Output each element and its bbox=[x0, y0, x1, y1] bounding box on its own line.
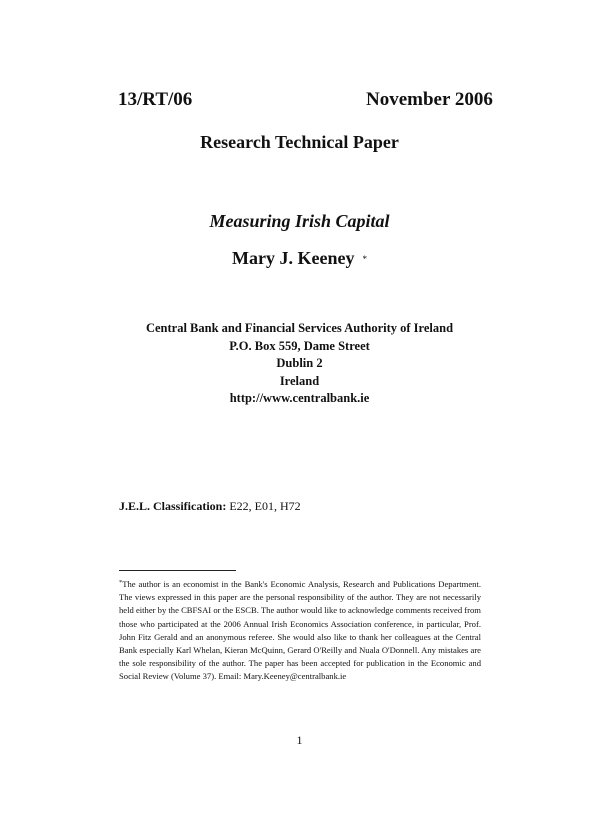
footnote bbox=[119, 576, 481, 684]
jel-label: J.E.L. Classification: bbox=[119, 499, 227, 513]
affiliation-address: P.O. Box 559, Dame Street bbox=[229, 338, 370, 353]
footnote-rule bbox=[119, 570, 236, 571]
jel-classification bbox=[119, 499, 301, 514]
author-line bbox=[0, 248, 599, 269]
affiliation-url[interactable]: http://www.centralbank.ie bbox=[229, 391, 370, 405]
report-number: 13/RT/06 bbox=[118, 89, 193, 110]
affiliation-block bbox=[0, 320, 599, 408]
affiliation-country: Ireland bbox=[279, 373, 320, 388]
author-footnote-mark[interactable]: * bbox=[362, 254, 367, 264]
author-name: Mary J. Keeney bbox=[232, 248, 355, 268]
affiliation-institution: Central Bank and Financial Services Authority of Ireland bbox=[145, 321, 454, 335]
footnote-text: The author is an economist in the Bank's Economic Analysis, Research and Publications Department. The views expressed in this paper are the personal responsibility of the author. They are not necessarily held either by the CBFSAI or the ESCB. The author would like to acknowledge comments received from those who participated at the 2006 Annual Irish Economics Association conference, in particular, Prof. John Fitz Gerald and an anonymous referee. She would also like to thank her colleagues at the Central Bank especially Karl Whelan, Kieran McQuinn, Gerard O'Reilly and Nuala O'Donnell. Any mistakes are the sole responsibility of the author. The paper has been accepted for publication in the Economic and Social Review (Volume 37). Email: Mary.Keeney@centralbank.ie bbox=[119, 579, 481, 682]
jel-codes: E22, E01, H72 bbox=[229, 499, 301, 513]
affiliation-city: Dublin 2 bbox=[276, 356, 323, 370]
paper-series: Research Technical Paper bbox=[200, 132, 399, 152]
report-date: November 2006 bbox=[366, 89, 493, 110]
footnote-mark: * bbox=[119, 579, 123, 586]
paper-title: Measuring Irish Capital bbox=[209, 211, 390, 231]
page-number: 1 bbox=[296, 733, 303, 747]
